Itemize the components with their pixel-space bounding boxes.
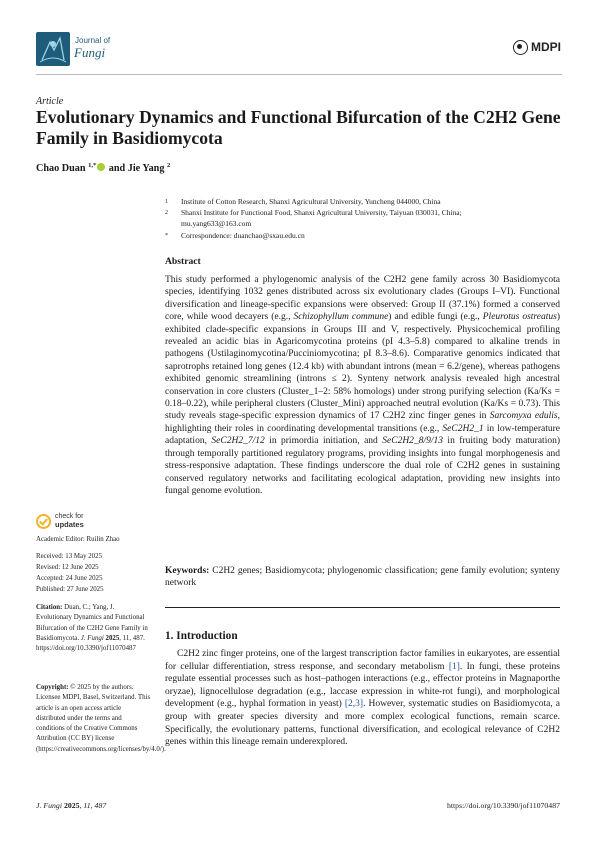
date-revised: Revised: 12 June 2025: [36, 564, 99, 571]
abstract-body: This study performed a phylogenomic analysis of the C2H2 gene family across 30 Basidiomycota species, identifying 1032 genes distributed across six evolutionary clades (Groups I–VI). Functional diversification and lineage-specific expansions were observed: Group II (37.1%) formed a conserved core, while wood decayers (e.g., Schizophyllum commune) and edible fungi (e.g., Pleurotus ostreatus) exhibited clade-specific expansions in Groups III and V, respectively. Physicochemical profiling revealed an acidic bias in Agaricomycotina proteins (pI 4.3–5.8) compared to alkaline trends in pathogens (Ustilaginomycotina/Pucciniomycotina; pI 8.3–8.6). Comparative genomics indicated that saprotrophs retained long genes (12.4 kb) with abundant introns (mean = 6.2/gene), whereas pathogens exhibited genomic streamlining (introns ≤ 2). Synteny network analysis revealed high ancestral conservation in core clusters (Cluster_1–2: 58% homologs) under strong purifying selection (Ka/Ks = 0.18–0.22), while peripheral clusters (Cluster_Mini) approached neutral evolution (Ka/Ks = 0.73). This study reveals stage-specific expression dynamics of 17 C2H2 zinc finger genes in Sarcomyxa edulis, highlighting their roles in coordinating developmental transitions (e.g., SeC2H2_1 in low-temperature adaptation, SeC2H2_7/12 in primordia initiation, and SeC2H2_8/9/13 in fruiting body maturation) through temporally partitioned regulatory programs, providing insights into fungal morphogenesis and stress-responsive adaptation. These findings underscore the dual role of C2H2 genes in sustaining conserved regulatory networks and facilitating ecological adaptation, providing new insights into fungal genome evolution.: [165, 275, 561, 496]
abstract-heading: Abstract: [165, 256, 201, 267]
article-type: Article: [36, 96, 64, 107]
footer-citation: J. Fungi 2025, 11, 487: [36, 801, 107, 810]
affiliation-email[interactable]: mu.yang633@163.com: [181, 219, 252, 228]
section-divider: [165, 607, 560, 608]
citation-link[interactable]: [2,3]: [344, 699, 364, 710]
journal-name: Fungi: [74, 45, 106, 60]
header-divider: [36, 74, 562, 75]
keywords: [165, 565, 560, 590]
citation-link[interactable]: [1]: [448, 661, 460, 672]
journal-logo: [36, 32, 70, 66]
keywords-text: C2H2 genes; Basidiomycota; phylogenomic classification; gene family evolution; synteny network: [165, 566, 560, 589]
keywords-label: Keywords:: [165, 566, 210, 576]
article-title: Evolutionary Dynamics and Functional Bifurcation of the C2H2 Gene Family in Basidiomycota: [36, 107, 561, 148]
section-heading: 1. Introduction: [165, 630, 238, 642]
citation-block: Citation: Duan, C.; Yang, J. Evolutionary Dynamics and Functional Bifurcation of the C2H2 Gene Family in Basidiomycota. J. Fungi 2025, 11, 487. https://doi.org/10.3390/jof11070487: [36, 604, 148, 653]
check-icon: [36, 514, 51, 529]
author-name[interactable]: and Jie Yang: [108, 163, 165, 174]
correspondence-text[interactable]: Correspondence: duanchao@sxau.edu.cn: [181, 231, 305, 240]
affiliation-text: Shanxi Institute for Functional Food, Shanxi Agricultural University, Taiyuan 030031, China;: [181, 208, 462, 217]
date-accepted: Accepted: 24 June 2025: [36, 575, 103, 582]
copyright-block: Copyright: © 2025 by the authors. Licensee MDPI, Basel, Switzerland. This article is an open access article distributed under the terms and conditions of the Creative Commons Attribution (CC BY) license (https://creativecommons.org/licenses/by/4.0/).: [36, 684, 166, 753]
author-affil-mark: 1,*: [88, 162, 97, 169]
introduction-body: C2H2 zinc finger proteins, one of the largest transcription factor families in eukaryotes, are essential for cellular differentiation, stress response, and secondary metabolism [1]. In fungi, these proteins regulate essential processes such as host–pathogen interactions (e.g., effector proteins in Magnaporthe oryzae), lignocellulose degradation (e.g., laccase expression in white-rot fungi), and morphological development (e.g., hyphal formation in yeast) [2,3]. However, systematic studies on Basidiomycota, a group with greater species diversity and more complex ecological functions, remain scarce. Specifically, the evolutionary patterns, functional diversification, and ecological relevance of C2H2 genes within this lineage remain underexplored.: [165, 649, 560, 748]
mushroom-logo-icon: [36, 32, 70, 66]
academic-editor: Academic Editor: Ruilin Zhao: [36, 536, 120, 543]
affiliation-mark: *: [165, 233, 168, 239]
author-name[interactable]: Chao Duan: [36, 163, 86, 174]
publisher-logo: [513, 36, 561, 58]
date-received: Received: 13 May 2025: [36, 553, 103, 560]
author-list: [36, 162, 170, 174]
affiliation-mark: 1: [165, 199, 168, 205]
publisher-name: MDPI: [531, 40, 561, 54]
date-published: Published: 27 June 2025: [36, 586, 104, 593]
affiliation-text: Institute of Cotton Research, Shanxi Agricultural University, Yuncheng 044000, China: [181, 197, 441, 206]
mdpi-icon: [513, 40, 528, 55]
affiliation-mark: 2: [165, 210, 168, 216]
check-for-updates-button[interactable]: check for updates: [36, 513, 84, 529]
orcid-icon[interactable]: [97, 163, 105, 171]
footer-doi[interactable]: https://doi.org/10.3390/jof11070487: [446, 801, 560, 810]
author-affil-mark: 2: [166, 162, 171, 169]
journal-of-label: Journal of: [75, 36, 111, 45]
